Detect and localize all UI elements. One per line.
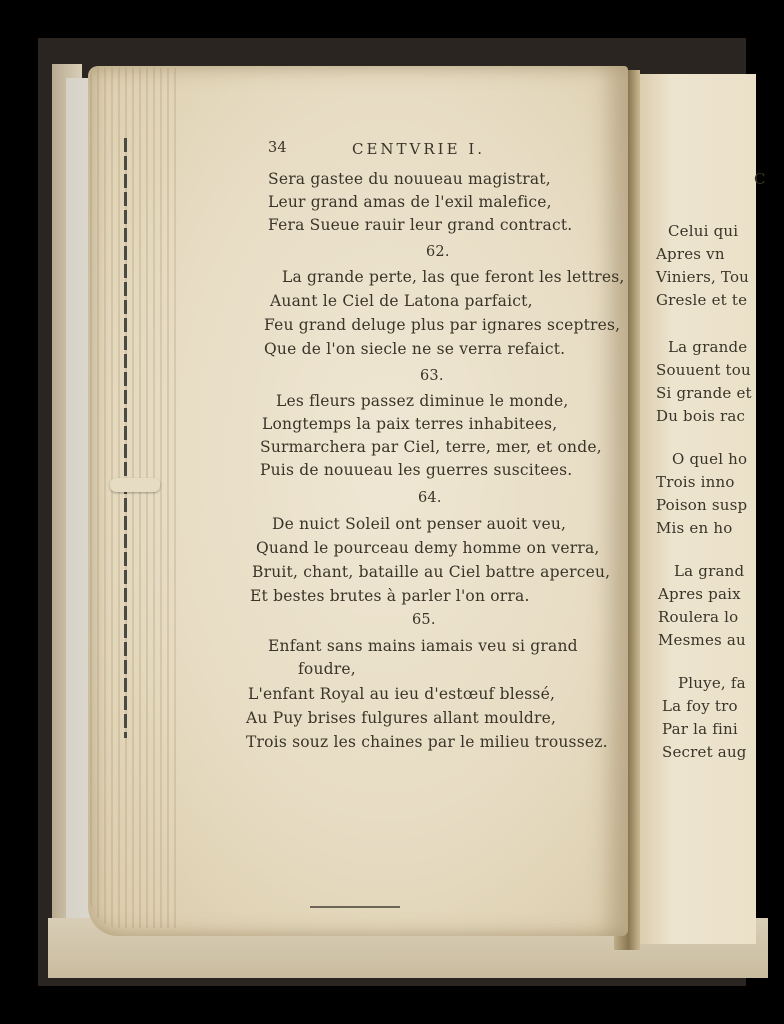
verse-line: Roulera lo [658,608,739,626]
verse-line: Secret aug [662,743,747,761]
verse-line: Poison susp [656,496,748,514]
verse-line: Les fleurs passez diminue le monde, [276,392,569,410]
verse-line: Mis en ho [656,519,733,537]
verse-line: Sera gastee du nouueau magistrat, [268,170,551,188]
verse-line: Surmarchera par Ciel, terre, mer, et onde, [260,438,602,456]
verse-line: Trois inno [656,473,735,491]
verse-line: Bruit, chant, bataille au Ciel battre aperceu, [252,563,611,581]
verse-line: L'enfant Royal au ieu d'estœuf blessé, [248,685,556,703]
verse-line: Fera Sueue rauir leur grand contract. [268,216,573,234]
quatrain-number: 65. [412,612,436,628]
page-edges [90,68,180,928]
quatrain-number: 64. [418,490,442,506]
verse-line: La foy tro [662,697,738,715]
verse-line: Souuent tou [656,361,751,379]
verse-line: foudre, [298,660,356,678]
running-head: CENTVRIE I. [352,140,486,158]
right-running-head: C [754,170,766,188]
verse-line: Pluye, fa [678,674,746,692]
verse-line: Celui qui [668,222,739,240]
margin-rule [124,138,127,738]
verse-line: Du bois rac [656,407,746,425]
verse-line: Viniers, Tou [656,268,750,286]
verse-line: Gresle et te [656,291,748,309]
page-number: 34 [268,140,287,156]
quatrain-number: 62. [426,244,450,260]
page-tear [110,478,160,492]
verse-line: Si grande et [656,384,752,402]
verse-line: Mesmes au [658,631,746,649]
verse-line: O quel ho [672,450,748,468]
quatrain-number: 63. [420,368,444,384]
verse-line: Apres paix [658,585,741,603]
verse-line: Apres vn [656,245,725,263]
verse-line: Leur grand amas de l'exil malefice, [268,193,552,211]
verse-line: Enfant sans mains iamais veu si grand [268,637,578,655]
verse-line: Puis de nouueau les guerres suscitees. [260,461,573,479]
verse-line: La grande [668,338,748,356]
verse-line: Trois souz les chaines par le milieu troussez. [246,733,608,751]
verse-line: Et bestes brutes à parler l'on orra. [250,587,530,605]
bottom-rule [310,906,400,908]
verse-line: Au Puy brises fulgures allant mouldre, [246,709,557,727]
verse-line: Longtemps la paix terres inhabitees, [262,415,558,433]
verse-line: La grand [674,562,745,580]
verse-line: Par la fini [662,720,738,738]
verse-line: Quand le pourceau demy homme on verra, [256,539,600,557]
verse-line: Que de l'on siecle ne se verra refaict. [264,340,566,358]
right-page-text-clip [650,74,766,914]
verse-line: La grande perte, las que feront les lettres, [282,268,625,286]
verse-line: De nuict Soleil ont penser auoit veu, [272,515,567,533]
verse-line: Auant le Ciel de Latona parfaict, [270,292,533,310]
verse-line: Feu grand deluge plus par ignares sceptres, [264,316,621,334]
